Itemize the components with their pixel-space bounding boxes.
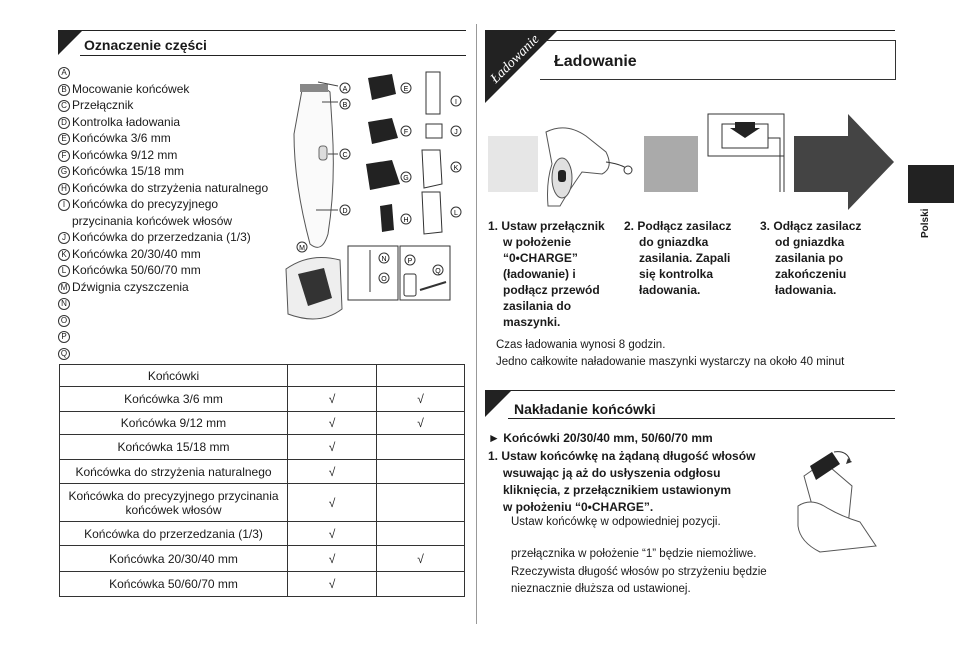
part-item: N: [58, 295, 268, 312]
part-item: H Końcówka do strzyżenia naturalnego: [58, 180, 268, 197]
comb-i-illustration: [426, 72, 440, 114]
accessory-box-no: [348, 246, 398, 300]
table-row: Końcówka 15/18 mm √: [60, 435, 465, 460]
parts-section-title: Oznaczenie części: [84, 37, 207, 53]
charging-step-2: 2. Podłącz zasilacz do gniazdka zasilania. Zapali się kontrolka ładowania.: [624, 219, 732, 297]
attach-section-title: Nakładanie końcówki: [514, 401, 656, 417]
table-row: Końcówka do precyzyjnego przycinania końcówek włosów √: [60, 484, 465, 522]
svg-text:M: M: [299, 245, 305, 252]
part-item: E Końcówka 3/6 mm: [58, 130, 268, 147]
svg-text:F: F: [403, 129, 409, 136]
attach-section-rule-2: [508, 418, 895, 419]
charging-steps-illustration: [486, 112, 898, 212]
table-header-cell: Końcówki: [60, 365, 288, 387]
part-item: F Końcówka 9/12 mm: [58, 147, 268, 164]
svg-text:I: I: [455, 99, 457, 106]
fig-label: A: [342, 86, 348, 93]
table-row: Końcówka 50/60/70 mm √: [60, 572, 465, 597]
comb-j-illustration: [426, 124, 442, 138]
attach-note-switch: przełącznika w położenie “1” będzie niemożliwe.: [511, 548, 757, 560]
parts-list: [58, 64, 268, 361]
clipper-switch-illustration: [319, 146, 327, 160]
svg-text:E: E: [403, 86, 409, 93]
svg-text:G: G: [403, 175, 409, 182]
part-item: L Końcówka 50/60/70 mm: [58, 262, 268, 279]
part-item: B Mocowanie końcówek: [58, 81, 268, 98]
charging-step-1: 1. Ustaw przełącznik w położenie “0•CHARGE” (ładowanie) i podłącz przewód zasilania do maszynki.: [488, 219, 605, 329]
comb-f-illustration: [368, 118, 398, 144]
part-item: M Dźwignia czyszczenia: [58, 279, 268, 296]
part-item: P: [58, 328, 268, 345]
next-arrow-illustration: [794, 114, 894, 210]
charging-corner-label: Ładowanie: [488, 31, 543, 87]
svg-text:P: P: [407, 258, 413, 265]
language-tab: [908, 165, 954, 203]
fig-label: B: [342, 102, 348, 109]
part-item: D Kontrolka ładowania: [58, 114, 268, 131]
attach-note-position: Ustaw końcówkę w odpowiedniej pozycji.: [511, 516, 721, 528]
part-item: Q: [58, 345, 268, 362]
comb-k-illustration: [422, 150, 442, 188]
clipper-blade-illustration: [300, 84, 328, 92]
parts-section-rule: [58, 30, 466, 31]
comb-g-illustration: [366, 160, 400, 190]
attach-step-1: 1. Ustaw końcówkę na żądaną długość włosów wsuwając ją aż do usłyszenia odgłosu kliknięcia, z przełącznikiem ustawionym w położeniu “0•CHARGE”.: [488, 449, 756, 514]
comb-e-illustration: [368, 74, 396, 100]
comb-l-illustration: [422, 192, 442, 234]
parts-illustration: [280, 64, 470, 349]
svg-text:J: J: [454, 129, 458, 136]
part-item: G Końcówka 15/18 mm: [58, 163, 268, 180]
parts-section-rule-2: [80, 55, 466, 56]
column-divider: [476, 24, 477, 624]
charging-step-3: 3. Odłącz zasilacz od gniazdka zasilania po zakończeniu ładowania.: [760, 219, 862, 297]
attachments-table: [59, 364, 465, 597]
attach-subheading: ► Końcówki 20/30/40 mm, 50/60/70 mm: [488, 431, 713, 445]
table-row: Końcówka 20/30/40 mm √ √: [60, 546, 465, 572]
svg-text:K: K: [453, 165, 459, 172]
svg-text:O: O: [381, 276, 387, 283]
table-row: Końcówka do przerzedzania (1/3) √: [60, 522, 465, 546]
svg-text:L: L: [454, 210, 458, 217]
oil-bottle-illustration: [404, 274, 416, 296]
charge-time-text: Czas ładowania wynosi 8 godzin.: [496, 339, 666, 351]
attach-comb-illustration: [790, 446, 880, 556]
part-item-continued: przycinania końcówek włosów: [72, 213, 233, 228]
attach-note-length-2: nieznacznie dłuższa od ustawionej.: [511, 583, 691, 595]
clipper-body-illustration: [294, 86, 333, 247]
comb-h-illustration: [380, 204, 394, 232]
table-row: Końcówka do strzyżenia naturalnego √: [60, 460, 465, 484]
svg-text:Q: Q: [435, 268, 441, 275]
part-item: A: [58, 64, 268, 81]
part-item: C Przełącznik: [58, 97, 268, 114]
part-item: O: [58, 312, 268, 329]
fig-label: D: [342, 208, 348, 215]
full-charge-text: Jedno całkowite naładowanie maszynki wystarczy na około 40 minut: [496, 356, 845, 368]
parts-section-corner: [58, 31, 82, 55]
part-item: K Końcówka 20/30/40 mm: [58, 246, 268, 263]
table-row: Końcówka 3/6 mm √ √: [60, 387, 465, 412]
svg-text:N: N: [381, 256, 387, 263]
attach-note-length: Rzeczywista długość włosów po strzyżeniu będzie: [511, 566, 767, 578]
svg-text:H: H: [403, 217, 409, 224]
part-item: I Końcówka do precyzyjnego: [58, 196, 268, 213]
fig-label: C: [342, 152, 348, 159]
charging-title: Ładowanie: [554, 53, 637, 70]
language-tab-label: Polski: [920, 208, 931, 238]
attach-section-corner: [485, 391, 511, 417]
part-item: J Końcówka do przerzedzania (1/3): [58, 229, 268, 246]
table-row: Końcówka 9/12 mm √ √: [60, 412, 465, 435]
attach-section-rule: [485, 390, 895, 391]
